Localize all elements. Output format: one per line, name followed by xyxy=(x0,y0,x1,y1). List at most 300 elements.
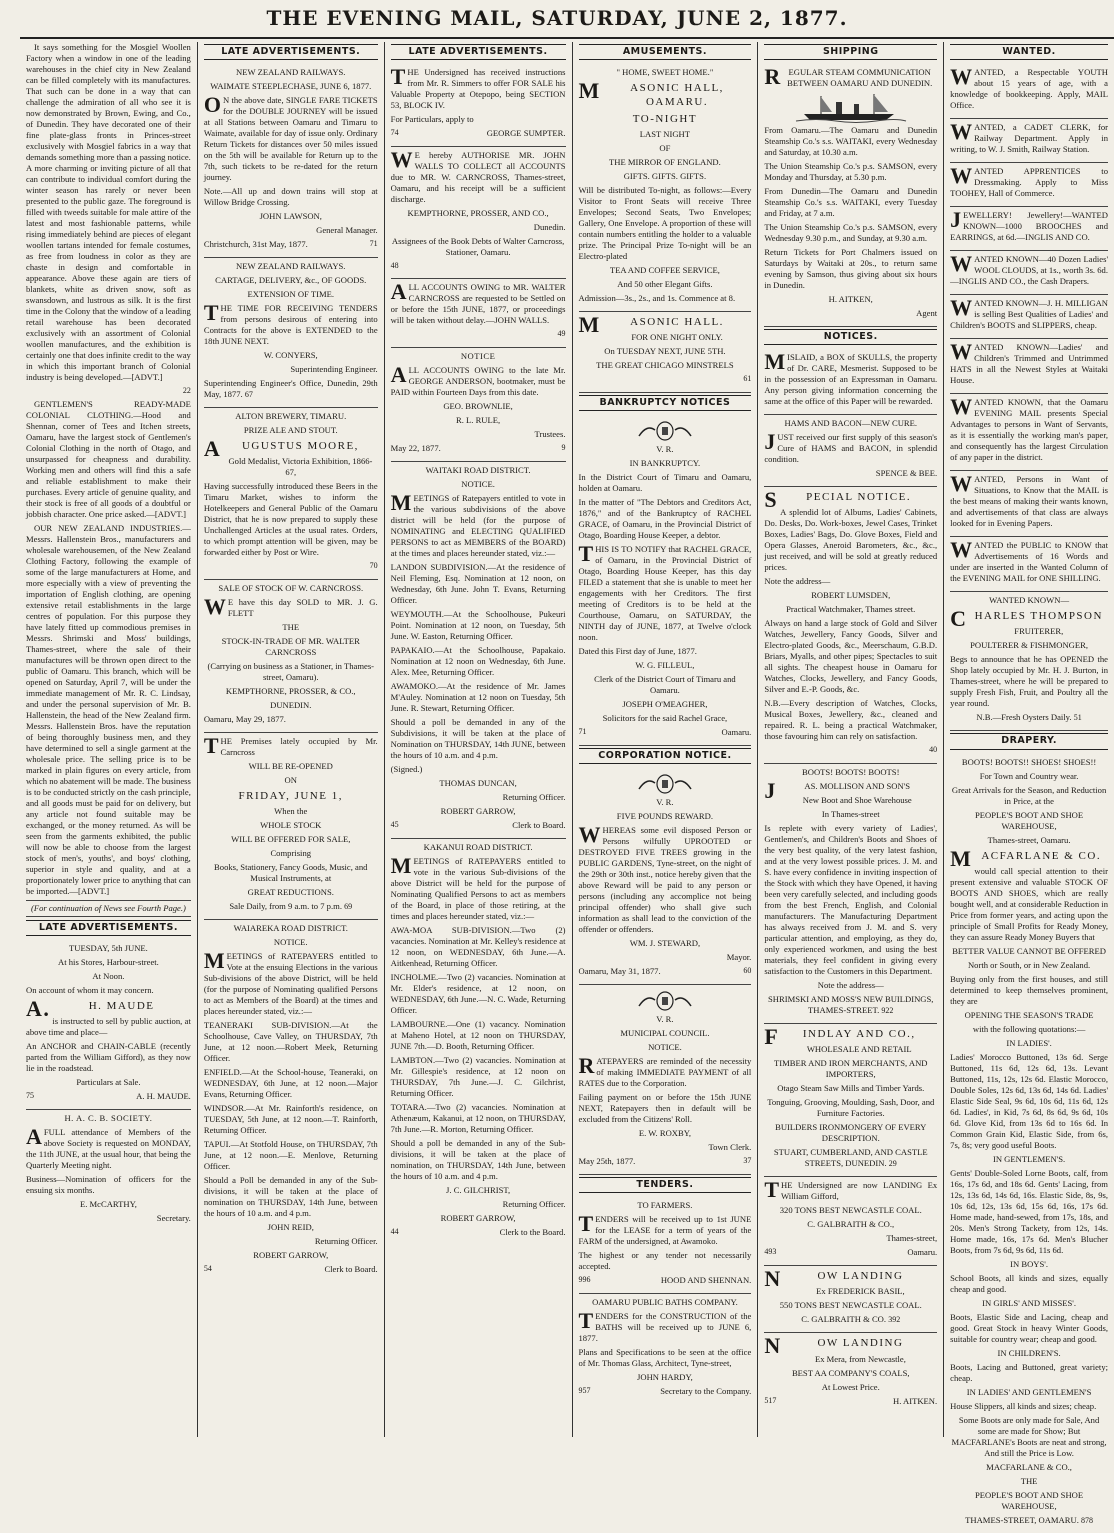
farm-body: TENDERS will be received up to 1st JUNE for the LEASE for a term of years of the FARM of the undersigned, at Awamoko. xyxy=(578,1211,752,1247)
oysters-num: 51 xyxy=(1073,713,1082,723)
rail-note: Note.—All up and down trains will stop at Willow Bridge Crossing. xyxy=(203,186,378,208)
prem-comp: Comprising xyxy=(270,847,312,858)
brew-sub: PRIZE ALE AND STOUT. xyxy=(243,425,338,436)
mollison-bldg xyxy=(764,994,937,1016)
ad-hams-bacon xyxy=(764,415,937,487)
rates-body-2: Failing payment on or before the 15th JUNE NEXT, Ratepayers then in default will be excluded from the Citizens' Roll. xyxy=(578,1092,752,1125)
roxby-footer xyxy=(579,1156,752,1167)
mollison-num: 922 xyxy=(881,1005,894,1015)
gents-list: Gents' Double-Soled Lorne Boots, calf, from 16s, 17s 6d, and 18s 6d. Gents' Lacing, from 12s, 13s 6d, 14s 6d, 16s. Elastic Side, 8s, 9s, 10s 6d, 12s, 13s 6d, 15s 6d, 16s, 17s 6d. Home made, hand-sewed, from 17s, 18s, and 20s. Men's Strong Tackety, from 12s, 14s. Home made, 16s, 17s 6d. Men's Blucher Boots, from 7s 6d, 9s 6d, 11s 6d. xyxy=(950,1167,1108,1255)
oysters xyxy=(950,712,1108,723)
wai-notice: NOTICE. xyxy=(273,937,308,948)
kak-title: KAKANUI ROAD DISTRICT. xyxy=(423,841,533,852)
auction-item: An ANCHOR and CHAIN-CABLE (recently parted from the William Gifford), as they now lie in the roadstead. xyxy=(26,1041,191,1074)
kak-item: LAMBTON.—Two (2) vacancies. Nomination at Mr. Gillespie's residence, at 12 noon on THURSDAY, 7th June.—J. C. Gilchrist, Returning Officer. xyxy=(390,1054,566,1098)
min-num: 61 xyxy=(743,374,752,384)
rail-footer xyxy=(204,239,378,250)
cart-title: NEW ZEALAND RAILWAYS. xyxy=(236,261,346,272)
kak-item: LAMBOURNE.—One (1) vacancy. Nomination at Maheno Hotel, at 12 noon on THURSDAY, JUNE 7th.—D. Booth, Returning Officer. xyxy=(390,1018,566,1051)
mollison-st: In Thames-street xyxy=(821,808,880,819)
wanted-text: WANTED APPRENTICES to Dressmaking. Apply to Miss TOOHEY, Hall of Commerce. xyxy=(950,163,1108,199)
reward-date: Oamaru, May 31, 1877. xyxy=(578,966,661,977)
hacb-business: Business—Nomination of officers for the ensuing six months. xyxy=(26,1174,191,1196)
boots-shoes: BOOTS! BOOTS!! SHOES! SHOES!! xyxy=(961,756,1097,767)
wai-item: TEANERAKI SUB-DIVISION.—At the Schoolhouse, Cave Valley, on THURSDAY, 7th June, at 12 noon.—Robert Meek, Returning Officer. xyxy=(203,1020,378,1064)
walls-place: Dunedin. xyxy=(533,222,566,233)
wanted-text: WANTED, Persons in Want of Situations, to Know that the MAIL is the best means of making their wants known, and advertisements of that class are always looked for in Evening Papers. xyxy=(950,471,1108,529)
some-boots: Some Boots are only made for Sale, And some are made for Show; But MACFARLANE's Boots are neat and strong, And still the Price is Low. xyxy=(951,1414,1107,1458)
news-industries: OUR NEW ZEALAND INDUSTRIES.—Messrs. Hallenstein Bros., manufacturers and wholesale warehousemen, of the New Zealand Clothing Factory, following the example of some of the large manufacturers at Home, and more especially with a view of preventing the importation of English clothing, are opening extensive retail establishments in the large centres of population. For this purpose they have lately fitted up commodious premises in Messrs. Shrimski and Moss' buildings, Thames-street, where the sale of their manufactures will be thrown open direct to the public of Oamaru. This branch, which will be opened on Saturday, April 7, will be under the immediate management of Mr. R. C. Lindsay, and under the personal supervision of Mr. B. Hallenstein, the head of the New Zealand firm. Messrs. Hallenstein Bros. have the reputation of being thoroughly business men, and they have determined to sell a single garment at the wholesale price. The selling price is to be marked in plain figures on every article, from which no abatement will be made. The business is to be conducted strictly on the cash principle, and all goods must be paid for on delivery, but any article not found suitable may be exchanged, or the money returned. As will be seen from the garments exhibited, the public will now be able to choose from the largest stock of men's, youths', and boys' clothing, superior in style and quality, and at a proportionately lower price to anything that can be imported.—[ADVT.] xyxy=(26,523,191,897)
aitken2-sig: H. AITKEN. xyxy=(893,1395,938,1406)
thompson-body: Begs to announce that he has OPENED the Shop lately occupied by Mr. H. J. Burton, in Thames-street, where he will be prepared to supply Fresh Fish, Fruit, and Poultry all the year round. xyxy=(950,654,1108,709)
special-body: A splendid lot of Albums, Ladies' Cabinets, Do. Desks, Do. Work-boxes, Jewel Cases, Trinket Boxes, Ladies' Bags, Do. Glove Boxes, Field and Opera Glasses, Aneroid Barometers, &c., &c., just received, and will be sold at greatly reduced prices. xyxy=(764,507,938,573)
walls-sig: KEMPTHORNE, PROSSER, AND CO., xyxy=(407,208,549,219)
children-list: Boots, Lacing and Buttoned, great variety; cheap. xyxy=(950,1361,1108,1383)
special-addr: Note the address— xyxy=(764,576,831,587)
aitken-role: Agent xyxy=(916,308,938,319)
always-body: Always on hand a large stock of Gold and Silver Watches, Jewellery, Fancy Goods, Silver and Electro-plated Goods, &c., Meerschaum, G.B.D. Briars, Myalls, and other pipes; Spectacles to suit all sights. The cheapest house in Oamaru for Watches, Clocks, Jewellery, and Fancy Goods, Silver and E.-P. Goods, &c. xyxy=(764,618,938,695)
wrd-sig: THOMAS DUNCAN, xyxy=(439,777,517,788)
rail-role: General Manager. xyxy=(316,225,378,236)
wrd-item: AWAMOKO.—At the residence of Mr. James M'Auley. Nomination at 12 noon on Tuesday, 5th June. R. Stewart, Returning Officer. xyxy=(390,680,566,713)
gifts: GIFTS. GIFTS. GIFTS. xyxy=(623,171,707,182)
mollison-addr: Note the address— xyxy=(817,979,884,990)
hams-title: HAMS AND BACON—NEW CURE. xyxy=(784,418,918,429)
muni-vr: V. R. xyxy=(656,1014,674,1025)
north-south: North or South, or in New Zealand. xyxy=(967,959,1091,970)
coal-2: 550 TONS BEST NEWCASTLE COAL. xyxy=(779,1300,922,1311)
carn-title: SALE OF STOCK OF W. CARNCROSS. xyxy=(218,582,364,593)
from-dunedin: From Dunedin—The Oamaru and Dunedin Steamship Co.'s s.s. WAITAKI, every Tuesday and Friday, at 7 a.m. xyxy=(764,186,938,219)
wanted-text: JEWELLERY! Jewellery!—WANTED KNOWN—1000 BROOCHES and EARRINGS, at 6d.—INGLIS AND CO. xyxy=(950,207,1108,243)
walls-body: WE hereby AUTHORISE MR. JOHN WALLS TO COLLECT all ACCOUNTS due to MR. W. CARNCROSS, Thames-street, Oamaru, and his receipt will be a sufficient discharge. xyxy=(390,147,566,205)
tea-service: TEA AND COFFEE SERVICE, xyxy=(609,265,720,276)
rail-sig: JOHN LAWSON, xyxy=(259,211,322,222)
findlay-merch: TIMBER AND IRON MERCHANTS, AND IMPORTERS, xyxy=(773,1057,928,1079)
home-title: " HOME, SWEET HOME." xyxy=(616,67,714,78)
carn-sig: KEMPTHORNE, PROSSER, & CO., xyxy=(225,685,356,696)
reward-num: 60 xyxy=(743,966,752,976)
and-body: ALL ACCOUNTS OWING to the late Mr. GEORGE ANDERSON, bootmaker, must be PAID within Fourteen Days from this date. xyxy=(390,361,566,397)
royal-arms-icon xyxy=(633,990,697,1012)
ad-alton-brewery xyxy=(204,408,378,579)
bank-num: 71 xyxy=(578,726,587,736)
ad-findlay xyxy=(764,1024,937,1177)
walls-assignee: Assignees of the Book Debts of Walter Carncross, Stationer, Oamaru. xyxy=(391,236,565,258)
sale-where: At his Stores, Harbour-street. xyxy=(58,957,159,968)
mac-body: would call special attention to their present extensive and valuable STOCK OF BOOTS AND SHOES, which are really bought well, and at considerable Reduction in Price from former years, and acting upon the principle of Small Profits for Ready Money, they can assure Ready Money Buyers that xyxy=(950,865,1108,942)
aitken2-num: 517 xyxy=(764,1395,777,1405)
news-section xyxy=(26,42,191,897)
kak-role: Returning Officer. xyxy=(502,1198,566,1209)
prem-reopen: WILL BE RE-OPENED xyxy=(248,760,333,771)
wrd-role: Returning Officer. xyxy=(502,791,566,802)
wanted-text: WANTED the PUBLIC to KNOW that Advertisements of 16 Words and under are inserted in the Wanted Column of the EVENING MAIL for ONE SHILLING. xyxy=(950,537,1108,584)
wrd-num: 45 xyxy=(390,819,399,829)
wanted-cadet xyxy=(950,119,1108,163)
macfarlane-name: MACFARLANE & CO. xyxy=(950,845,1102,871)
wai-sig2: ROBERT GARROW, xyxy=(253,1250,329,1261)
wanted-text: WANTED, a Respectable YOUTH about 15 years of age, with a knowledge of bookkeeping. Apply, MAIL Office. xyxy=(950,64,1108,111)
findlay-sub: WHOLESALE AND RETAIL xyxy=(806,1043,912,1054)
mac-num: 878 xyxy=(1081,1515,1094,1525)
sale-time: At Noon. xyxy=(92,971,125,982)
ad-special-notice xyxy=(764,487,937,763)
late-ads-heading-2: LATE ADVERTISEMENTS. xyxy=(204,44,378,60)
rail-date: Christchurch, 31st May, 1877. xyxy=(203,239,308,250)
hall2-name: MASONIC HALL. xyxy=(578,312,724,338)
farmers-title: TO FARMERS. xyxy=(637,1200,693,1211)
walls-num: 48 xyxy=(390,261,399,271)
ad-simmers xyxy=(391,64,566,147)
and-role: Trustees. xyxy=(534,428,566,439)
lumsden-role: Practical Watchmaker, Thames street. xyxy=(786,604,916,615)
wanted-milligan xyxy=(950,295,1108,339)
wanted-text: WANTED KNOWN, that the Oamaru EVENING MAIL presents Special Advantages to persons in Want of Servants, as it is essentially the working man's paper, and consequently has the largest Circulation of any paper in the district. xyxy=(950,394,1108,463)
royal-arms-icon xyxy=(633,773,697,795)
galb2-num: 392 xyxy=(888,1315,901,1325)
other-gifts: And 50 other Elegant Gifts. xyxy=(617,279,713,290)
cart-office-text: Superintending Engineer's Office, Dunedin, 29th May, 1877. xyxy=(203,378,378,400)
baths-plans: Plans and Specifications to be seen at the office of Mr. Thomas Glass, Architect, Tyne-street, xyxy=(578,1347,752,1369)
ladies-head: IN LADIES'. xyxy=(1006,1037,1052,1048)
sale-date: TUESDAY, 5th JUNE. xyxy=(69,943,148,954)
better-value: BETTER VALUE CANNOT BE OFFERED xyxy=(952,945,1106,956)
column-news xyxy=(20,42,198,1437)
prem-offer: WILL BE OFFERED FOR SALE, xyxy=(231,833,351,844)
and-num: 9 xyxy=(561,442,566,452)
mollison-body: Is replete with every variety of Ladies', Gentlemen's, and Children's Boots and Shoes of the very best quality, of the very latest fashion, and at the very lowest possible prices. J. M. and S. have every confidence in inviting inspection of the Stock with which they have Opened, it having been very carefully selected, and including goods from the best French, English, and Colonial manufacturers. The Manufacturing Department has always received from J. M. and S. very particular attention, and employing, as they do, only experienced workmen, and using the best materials, they feel confident in giving every satisfaction to the Customers in this Department. xyxy=(764,822,938,976)
ad-mollison-boots xyxy=(764,764,937,1024)
carn-the: THE xyxy=(282,621,300,632)
kak-poll: Should a poll be demanded in any of the Sub-divisions, it will be taken at the place of nomination, on THURSDAY, 14th June, between the hours of 10 a.m. and 4 p.m. xyxy=(390,1137,566,1181)
roxby-sig: E. W. ROXBY, xyxy=(638,1128,691,1139)
prem-on: ON xyxy=(284,774,297,785)
wrd-item: WEYMOUTH.—At the Schoolhouse, Pukeuri Point. Nomination at 12 noon, on Tuesday, 5th June. W. Easton, Returning Officer. xyxy=(390,608,566,641)
findlay-num: 29 xyxy=(888,1158,897,1168)
page-columns xyxy=(20,42,1114,1525)
wrd-item: LANDON SUBDIVISION.—At the residence of Neil Fleming, Esq. Nomination at 12 noon, on Wednesday, 6th June. John T. Evans, Returning Officer. xyxy=(390,561,566,605)
hall-name: MASONIC HALL, OAMARU. xyxy=(578,78,724,109)
baths-role: Secretary to the Company. xyxy=(660,1386,752,1397)
ad-railways-steeplechase xyxy=(204,64,378,258)
spence-sig: SPENCE & BEE. xyxy=(875,468,938,479)
wanted-text: WANTED, a CADET CLERK, for Railway Department. Apply in writing, to W. J. Smith, Railway Station. xyxy=(950,119,1108,155)
late-ads-heading-3: LATE ADVERTISEMENTS. xyxy=(391,44,566,60)
mera: Ex Mera, from Newcastle, xyxy=(814,1353,906,1364)
hacb-sig: E. McCARTHY, xyxy=(79,1199,137,1210)
and-sig1: GEO. BROWNLIE, xyxy=(443,400,513,411)
wanted-heading: WANTED. xyxy=(950,44,1108,60)
bank-omeagher: JOSEPH O'MEAGHER, xyxy=(622,698,708,709)
nb-num: 40 xyxy=(929,745,938,755)
rail-sub: WAIMATE STEEPLECHASE, JUNE 6, 1877. xyxy=(210,81,372,92)
simm-num: 74 xyxy=(390,128,399,138)
wrd-poll: Should a poll be demanded in any of the Subdivisions, it will be taken at the place of Nomination on THURSDAY, 14th JUNE, between the hours of 10 a.m. and 4 p.m. xyxy=(390,716,566,760)
wanted-known: WANTED KNOWN— xyxy=(989,595,1070,606)
sale-consign: On account of whom it may concern. xyxy=(26,985,154,996)
mac-addr xyxy=(950,1515,1108,1526)
galb1-sig: C. GALBRAITH & CO., xyxy=(807,1219,895,1230)
prem-body: THE Premises lately occupied by Mr. Carncross xyxy=(203,732,378,758)
steamship-icon xyxy=(796,92,906,122)
mac-people: PEOPLE'S BOOT AND SHOE WAREHOUSE, xyxy=(975,1489,1084,1511)
prem-whole: WHOLE STOCK xyxy=(260,819,322,830)
carn-date: Oamaru, May 29, 1877. xyxy=(203,713,286,724)
wanted-text: WANTED KNOWN—40 Dozen Ladies' WOOL CLOUDS, at 1s., worth 3s. 6d.—INGLIS AND CO., the Cash Drapers. xyxy=(950,251,1108,287)
bank-filleul: W. G. FILLEUL, xyxy=(635,659,695,670)
carn-body: WE have this day SOLD to MR. J. G. FLETT xyxy=(203,593,378,619)
continuation-note: (For continuation of News see Fourth Page.) xyxy=(26,900,191,917)
mac-addr-text: THAMES-STREET, OAMARU. xyxy=(965,1514,1079,1525)
bankruptcy-heading: BANKRUPTCY NOTICES xyxy=(579,395,752,411)
wanted-text: WANTED KNOWN—J. H. MILLIGAN is selling Best Qualities of Ladies' and Children's BOOTS and SLIPPERS, cheap. xyxy=(950,295,1108,331)
prem-when: When the xyxy=(274,805,308,816)
wrd-notice: NOTICE. xyxy=(461,478,495,489)
and-footer xyxy=(391,443,566,454)
municipal-title: MUNICIPAL COUNCIL. xyxy=(620,1028,710,1039)
wanted-apprentices xyxy=(950,163,1108,207)
auction-body: is instructed to sell by public auction, at above time and place— xyxy=(26,1016,191,1038)
prem-great: GREAT REDUCTIONS. xyxy=(247,886,334,897)
bank-matter: In the matter of "The Debtors and Creditors Act, 1876," and of the Bankruptcy of RACHEL GRACE, of Oamaru, in the Provincial District of Otago, Boarding House Keeper, a debtor. xyxy=(578,496,752,540)
kak-sig2: ROBERT GARROW, xyxy=(440,1212,516,1223)
news-clothing: GENTLEMEN'S READY-MADE COLONIAL CLOTHING.—Hood and Shennan, corner of Tees and Itchen streets, Oamaru, have the largest stock of Gentlemen's Colonial Clothing in the north of Otago, and unsurpassed for cheapness and durability. Working men and others will find this a safe and reliable establishment to make their purchases. Every article of genuine quality, and their stock is free of all goods of a doubtful or jobbish character. One price asked.—[ADVT.] xyxy=(26,399,191,520)
reward-footer xyxy=(579,966,752,977)
in-bankruptcy: IN BANKRUPTCY. xyxy=(629,457,701,468)
wai-footer xyxy=(204,1264,378,1275)
findlay-body: Tonguing, Grooving, Moulding, Sash, Door, and Furniture Factories. xyxy=(767,1096,935,1118)
brew-title: ALTON BREWERY, TIMARU. xyxy=(235,411,347,422)
wanted-jewellery xyxy=(950,207,1108,251)
rates-body: RATEPAYERS are reminded of the necessity of making IMMEDIATE PAYMENT of all RATES due to the Corporation. xyxy=(578,1053,752,1089)
roxby-num: 37 xyxy=(743,1156,752,1166)
steam-title: REGULAR STEAM COMMUNICATION BETWEEN OAMARU AND DUNEDIN. xyxy=(764,64,933,90)
ad-waitaki-road xyxy=(391,462,566,839)
ad-anchor-sale xyxy=(26,940,191,1110)
return-tickets: Return Tickets for Port Chalmers issued on Saturdays by Waitaki at 20s., to return same evening by Samson, thus giving about six hours in Dunedin. xyxy=(764,247,938,291)
ad-walls-authorise xyxy=(391,147,566,279)
and-date: May 22, 1877. xyxy=(390,442,441,453)
simm-sig: GEORGE SUMPTER. xyxy=(486,128,566,139)
ad-hacb xyxy=(26,1110,191,1231)
auction-num: 75 xyxy=(26,1091,34,1101)
aitken2-footer xyxy=(764,1396,937,1407)
wrd-item: PAPAKAIO.—At the Schoolhouse, Papakaio. Nomination at 12 noon on Wednesday, 6th June. Alex. Mee, Returning Officer. xyxy=(390,644,566,677)
kak-sig: J. C. GILCHRIST, xyxy=(446,1184,511,1195)
reward-sig: WM. J. STEWARD, xyxy=(629,938,701,949)
fruiterer: FRUITERER, xyxy=(1014,626,1064,637)
brew-medal: Gold Medalist, Victoria Exhibition, 1866-67, xyxy=(228,456,373,478)
auction-particulars: Particulars at Sale. xyxy=(76,1077,141,1088)
bank-dated: Dated this First day of June, 1877. xyxy=(578,645,697,656)
kak-role2: Clerk to the Board. xyxy=(499,1226,566,1237)
royal-arms-icon xyxy=(633,420,697,442)
baths-sig: JOHN HARDY, xyxy=(637,1372,693,1383)
ad-carncross-accounts xyxy=(391,279,566,347)
shipping-heading: SHIPPING xyxy=(764,44,937,60)
oysters-text: N.B.—Fresh Oysters Daily. xyxy=(976,712,1072,723)
galb1-num: 493 xyxy=(764,1247,777,1257)
hacb-title: H. A. C. B. SOCIETY. xyxy=(64,1113,153,1124)
kak-body: MEETINGS of RATEPAYERS entitled to vote in the various Sub-divisions of the above District will be held for the purpose of Nominating Qualified Persons to act as members of the Board, in place of those retiring, at the times and places hereunder stated, viz.:— xyxy=(390,852,566,921)
wai-body: MEETINGS of RATEPAYERS entitled to Vote at the ensuing Elections in the various Sub-divisions of the above District, will be held (for the purpose of Nominating qualified Persons to act as Members of the Board) at the times and places hereunder stated, viz.:— xyxy=(203,948,378,1017)
reward-mayor: Mayor. xyxy=(726,952,752,963)
carn-place: DUNEDIN. xyxy=(270,699,312,710)
farm-sig: HOOD AND SHENNAN. xyxy=(660,1275,752,1286)
prem-hours-text: Sale Daily, from 9 a.m. to 7 p.m. xyxy=(229,900,342,911)
news-mosgiel: It says something for the Mosgiel Woollen Factory when a window in one of the leading warehouses in the chief city in New Zealand can be filled completely with its manufactures. That such can be done in a way that can challenge the admiration of all who see it is now demonstrated by Brown, Ewing, and Co., of Dunedin. They have decorated one of their fine plate-glass fronts in Princes-street exclusively with Mosgiel fabrics in a way that demands something more than a passing notice. A more charming or inviting picture of all that can contribute to individual comfort during the winter season has rarely or never been presented to the public gaze. The foreground is filled with tweeds suitable for male attire of the latest and most fashionable patterns, while rising immediately behind are pieces of elegant woollen tartans intended for female costumes, as free from loudness in color as they are chaste in design and comfortable in appearance. Above these again are tiers of blankets, white as driven snow, soft as swansdown, and lustrous as silk. It is the first time in the Colony that the window of a leading retail warehouse has been decorated exclusively with an assortment of Colonial woollen manufactures, and the exhibition is certainly one that does infinite credit to the way in which this important branch of Colonial industry is being developed.—[ADVT.] xyxy=(26,42,191,382)
ad-skulls xyxy=(764,349,937,415)
wanted-hats xyxy=(950,339,1108,394)
bank-notify: THIS IS TO NOTIFY that RACHEL GRACE, of Oamaru, in the Provincial District of Otago, Boarding House Keeper, has this day FILED a statement that she is unable to meet her engagements with her Creditors. The first meeting of Creditors is to be held at the Courthouse, Oamaru, on SATURDAY, the NINTH day of JUNE, 1877, at Twelve o'clock noon. xyxy=(578,540,752,642)
baths-body: TENDERS for the CONSTRUCTION of the BATHS will be received up to JUNE 6, 1877. xyxy=(578,1308,752,1344)
ad-five-pounds-reward xyxy=(579,768,752,985)
hams-body: JUST received our first supply of this season's Cure of HAMS and BACON, in splendid condition. xyxy=(764,429,938,465)
column-shipping xyxy=(758,42,944,1437)
galb2 xyxy=(764,1314,937,1325)
kak-item: INCHOLME.—Two (2) vacancies. Nomination at Mr. Elder's residence, at 12 noon, on WEDNESDAY, 6th June.—N. C. Wade, Returning Officer. xyxy=(390,971,566,1015)
hacb-body: AFULL attendance of Members of the above Society is requested on MONDAY, the 11th JUNE, at the usual hour, that being the Quarterly Meeting night. xyxy=(26,1124,191,1171)
cart-body: THE TIME FOR RECEIVING TENDERS from persons desirous of entering into Contracts for the above is EXTENDED to the 18th JUNE NEXT. xyxy=(203,300,378,347)
thompson-name: CHARLES THOMPSON xyxy=(950,606,1103,632)
town-clerk: Town Clerk. xyxy=(708,1142,752,1153)
column-late-ads-2 xyxy=(385,42,573,1437)
union-1: The Union Steamship Co.'s p.s. SAMSON, every Monday and Thursday, at 5.30 p.m. xyxy=(764,161,938,183)
reward-title: FIVE POUNDS REWARD. xyxy=(616,811,714,822)
bank-place: Oamaru. xyxy=(721,726,752,737)
brew-name: AUGUSTUS MOORE, xyxy=(203,436,359,462)
ad-public-baths xyxy=(579,1294,752,1404)
slippers-head: IN LADIES' AND GENTLEMEN'S xyxy=(966,1386,1092,1397)
mollison-bldg-text: SHRIMSKI AND MOSS'S NEW BUILDINGS, THAMES-STREET. xyxy=(768,993,934,1015)
rail-num: 71 xyxy=(369,239,378,249)
peoples-st: Thames-street, Oamaru. xyxy=(987,834,1071,845)
prem-num: 69 xyxy=(344,901,353,911)
boys-head: IN BOYS'. xyxy=(1010,1258,1048,1269)
prem-date: FRIDAY, JUNE 1, xyxy=(238,789,343,802)
simm-part: For Particulars, apply to xyxy=(390,114,474,125)
findlay-addr-text: STUART, CUMBERLAND, AND CASTLE STREETS, DUNEDIN. xyxy=(773,1146,928,1168)
boots-title: BOOTS! BOOTS! BOOTS! xyxy=(802,766,900,777)
rail-title: NEW ZEALAND RAILWAYS. xyxy=(236,67,346,78)
hacb-role: Secretary. xyxy=(156,1213,191,1224)
prem-items: Books, Stationery, Fancy Goods, Music, and Musical Instruments, at xyxy=(214,861,368,883)
reward-body: WHEREAS some evil disposed Person or Persons wilfully UPROOTED or DESTROYED FIVE TREES growing in the PUBLIC GARDENS, Tyne-street, on the night of the 29th or 30th inst., notice hereby given that the above Reward will be paid to any person or persons (including any accomplice not being principal offender) who shall give such information as shall lead to the conviction of the offender or offenders. xyxy=(578,822,752,935)
wanted-text: WANTED KNOWN—Ladies' and Children's Trimmed and Untrimmed HATS in all the Newest Styles at Waitaki House. xyxy=(950,339,1108,386)
children-head: IN CHILDREN'S. xyxy=(997,1347,1061,1358)
town-country: For Town and Country wear. xyxy=(979,770,1079,781)
carn-paren: (Carrying on business as a Stationer, in Thames-street, Oamaru). xyxy=(207,660,375,682)
masthead-rule xyxy=(20,37,1114,39)
simm-body: THE Undersigned has received instructions from Mr. R. Simmers to offer FOR SALE his Valuable Property at Otepopo, being SECTION 53, BLOCK IV. xyxy=(390,64,566,111)
ad-waiareka xyxy=(204,920,378,1282)
farm-note: The highest or any tender not necessarily accepted. xyxy=(578,1250,752,1272)
column-wanted xyxy=(944,42,1114,1525)
amusements-heading: AMUSEMENTS. xyxy=(579,44,752,60)
mac-sig: MACFARLANE & CO., xyxy=(986,1461,1072,1472)
mollison-title: JAS. MOLLISON AND SON'S xyxy=(764,777,911,803)
lowest-price: At Lowest Price. xyxy=(821,1381,880,1392)
wrd-role2: Clerk to Board. xyxy=(512,819,566,830)
of-label: OF xyxy=(659,143,671,154)
wai-item: TAPUI.—At Stotfold House, on THURSDAY, 7th June, at 12 noon.—E. Menlove, Returning Officer. xyxy=(203,1139,378,1172)
poulterer: POULTERER & FISHMONGER, xyxy=(970,640,1089,651)
boys-list: School Boots, all kinds and sizes, equally cheap and good. xyxy=(950,1272,1108,1294)
farm-footer xyxy=(579,1275,752,1286)
tuesday: On TUESDAY NEXT, JUNE 5TH. xyxy=(604,346,726,357)
wai-poll: Should a Poll be demanded in any of the Sub-divisions, it will be taken at the place of nomination on THURSDAY, 14th June, between the hours of 10 a.m. and 4 p.m. xyxy=(203,1175,378,1219)
kak-item: TOTARA.—Two (2) vacancies. Nomination at Athenæum, Kakanui, at 12 noon, on THURSDAY, 7th June.—R. Morton, Returning Officer. xyxy=(390,1101,566,1134)
landing-2: NOW LANDING xyxy=(764,1333,904,1359)
gents-head: IN GENTLEMEN'S. xyxy=(992,1153,1066,1164)
cart-sub: CARTAGE, DELIVERY, &c., OF GOODS. xyxy=(215,275,367,286)
auction-footer xyxy=(26,1091,191,1102)
wanted-youth xyxy=(950,64,1108,119)
column-late-ads-1 xyxy=(198,42,385,1437)
prem-hours xyxy=(204,901,378,912)
muni-notice: NOTICE. xyxy=(648,1042,682,1053)
farm-num: 996 xyxy=(578,1275,591,1285)
aitken-sig: H. AITKEN, xyxy=(828,294,873,305)
buying: Buying only from the first houses, and still determined to keep themselves prominent, they are xyxy=(950,973,1108,1006)
ad-coal-mera xyxy=(764,1333,937,1413)
cart-num: 67 xyxy=(244,390,253,400)
ad-thompson xyxy=(950,592,1108,731)
peoples-warehouse: PEOPLE'S BOOT AND SHOE WAREHOUSE, xyxy=(975,809,1084,831)
wrd-signed: (Signed.) xyxy=(390,763,423,774)
wai-sig: JOHN REID, xyxy=(267,1222,314,1233)
baths-footer xyxy=(579,1386,752,1397)
galb1-st: Thames-street, xyxy=(886,1233,938,1244)
ad-farm-tenders xyxy=(579,1197,752,1294)
wrd-footer xyxy=(391,820,566,831)
cart-role: Superintending Engineer. xyxy=(290,364,378,375)
column-amusements xyxy=(573,42,759,1437)
drapery-heading: DRAPERY. xyxy=(950,733,1108,749)
basil: Ex FREDERICK BASIL, xyxy=(816,1286,905,1297)
cart-ext: EXTENSION OF TIME. xyxy=(247,289,334,300)
gifts-body: Will be distributed To-night, as follows:—Every Visitor to Front Seats will receive Three Envelopes; Second Seats, Two Envelopes; Gallery, One Envelope. A proportion of these will contain numbers entitling the holder to a valuable prize. The Principal Prize To-night will be an Electro-plated xyxy=(578,185,752,262)
mirror: THE MIRROR OF ENGLAND. xyxy=(609,157,721,168)
wai-title: WAIAREKA ROAD DISTRICT. xyxy=(233,923,348,934)
ad-macfarlane xyxy=(950,754,1108,1533)
wai-role2: Clerk to Board. xyxy=(324,1264,378,1275)
last-night: LAST NIGHT xyxy=(639,129,691,140)
ad-coal-basil xyxy=(764,1266,937,1333)
galb2-sig: C. GALBRAITH & CO. xyxy=(801,1314,887,1325)
kak-item: AWA-MOA SUB-DIVISION.—Two (2) vacancies. Nomination at Mr. Kelley's residence at 12 noon, on WEDNESDAY, 6th June.—A. Aitkenhead, Returning Officer. xyxy=(390,924,566,968)
lumsden-sig: ROBERT LUMSDEN, xyxy=(811,590,891,601)
slippers-list: House Slippers, all kinds and sizes; cheap. xyxy=(950,1400,1097,1411)
acct-body: ALL ACCOUNTS OWING to MR. WALTER CARNCROSS are requested to be Settled on or before the 15th JUNE, 1877, or proceedings will be taken without delay.—JOHN WALLS. xyxy=(390,279,566,326)
great-arrivals: Great Arrivals for the Season, and Reduction in Price, at the xyxy=(951,784,1107,806)
wai-num: 54 xyxy=(203,1264,212,1274)
one-night: FOR ONE NIGHT ONLY. xyxy=(631,332,723,343)
brew-body: Having successfully introduced these Beers in the Timaru Market, wishes to inform the Hotelkeepers and General Public of the Oamaru District, that he is now prepared to supply these Unchallenged Articles at the usual rates. Orders, to which prompt attention will be given, may be forwarded either by Post or Wire. xyxy=(203,481,378,558)
ad-steam-communication xyxy=(764,64,937,327)
findlay-addr xyxy=(764,1147,937,1169)
coal-1: 320 TONS BEST NEWCASTLE COAL. xyxy=(779,1205,922,1216)
wrd-title: WAITAKI ROAD DISTRICT. xyxy=(425,464,531,475)
corp-vr: V. R. xyxy=(656,797,674,808)
wai-role: Returning Officer. xyxy=(314,1236,378,1247)
and-sig2: R. L. RULE, xyxy=(456,414,501,425)
wanted-public xyxy=(950,537,1108,592)
skulls-body: MISLAID, a BOX of SKULLS, the property of Dr. CARE, Mesmerist. Supposed to be in the possession of an Expressman in Oamaru. Any person giving information concerning the same at the office of this Paper will be rewarded. xyxy=(764,349,938,407)
simm-footer xyxy=(391,128,566,139)
wanted-situations xyxy=(950,471,1108,537)
